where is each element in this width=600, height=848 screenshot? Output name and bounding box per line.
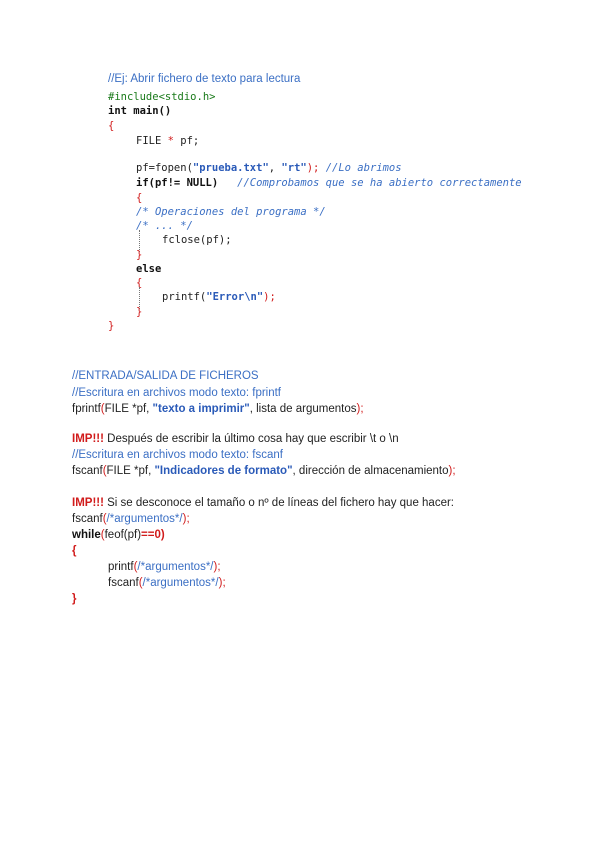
code-ellipsis-comment: /* ... */ [136, 220, 193, 232]
code-include: #include<stdio.h> [108, 91, 216, 103]
snippet-fscanf: fscanf(/*argumentos*/); [72, 513, 190, 525]
code-if: if(pf!= NULL) //Comprobamos que se ha abierto correctamente [136, 177, 522, 189]
section-title-comment: //ENTRADA/SALIDA DE FICHEROS [72, 370, 259, 382]
fscanf-syntax: fscanf(FILE *pf, "Indicadores de formato", dirección de almacenamiento); [72, 465, 456, 477]
fprintf-comment: //Escritura en archivos modo texto: fprintf [72, 387, 282, 399]
code-printf-error: printf("Error\n"); [162, 291, 276, 303]
code-fclose: fclose(pf); [162, 234, 232, 246]
fscanf-comment: //Escritura en archivos modo texto: fscanf [72, 449, 283, 461]
code-if-brace-close: } [136, 249, 143, 261]
snippet-printf: printf(/*argumentos*/); [108, 561, 221, 573]
code-main: int main() [108, 105, 172, 117]
fprintf-syntax: fprintf(FILE *pf, "texto a imprimir", lista de argumentos); [72, 403, 364, 415]
code-else: else [136, 263, 162, 275]
important-note-2: IMP!!! Si se desconoce el tamaño o nº de líneas del fichero hay que hacer: [72, 497, 454, 509]
code-ops-comment: /* Operaciones del programa */ [136, 206, 326, 218]
code-main-brace-close: } [108, 320, 115, 332]
code-else-brace-open: { [136, 277, 143, 289]
code-file-decl: FILE * pf; [136, 135, 200, 147]
example-comment: //Ej: Abrir fichero de texto para lectura [108, 73, 301, 85]
code-else-brace-close: } [136, 306, 143, 318]
snippet-brace-close: } [72, 593, 77, 605]
code-fopen: pf=fopen("prueba.txt", "rt"); //Lo abrimos [136, 162, 402, 174]
important-note-1: IMP!!! Después de escribir la último cosa hay que escribir \t o \n [72, 433, 399, 445]
code-if-brace-open: { [136, 192, 143, 204]
snippet-while: while(feof(pf)==0) [72, 529, 165, 541]
snippet-brace-open: { [72, 545, 77, 557]
code-brace-open: { [108, 120, 115, 132]
snippet-fscanf-loop: fscanf(/*argumentos*/); [108, 577, 226, 589]
